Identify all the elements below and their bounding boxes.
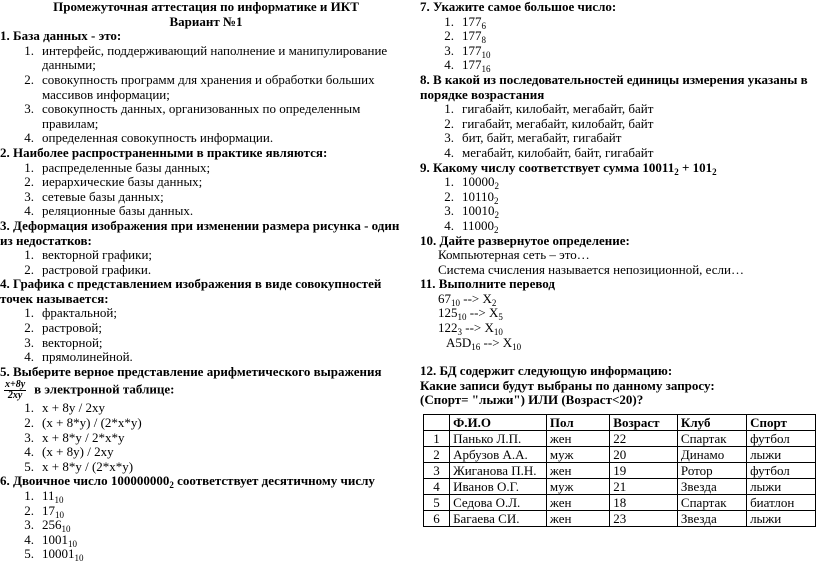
base-subscript: 10 <box>457 312 467 323</box>
base-subscript: 2 <box>494 210 499 221</box>
conversion-arrow: --> X <box>460 290 492 306</box>
table-cell: жен <box>546 495 609 511</box>
base-subscript: 16 <box>471 341 481 352</box>
table-cell: 5 <box>424 495 450 511</box>
table-cell: футбол <box>747 431 816 447</box>
table-cell: 18 <box>610 495 678 511</box>
option-number: 4. <box>24 444 34 460</box>
table-cell: Спартак <box>677 495 746 511</box>
option-text <box>42 504 400 519</box>
option-text <box>42 547 400 562</box>
conversion-item <box>420 321 816 336</box>
option-text: совокупность данных, организованных по определенным правилам; <box>42 101 361 131</box>
question-5 <box>0 365 400 475</box>
table-cell: Иванов О.Г. <box>450 479 547 495</box>
number-value: 10010 <box>462 203 495 219</box>
definition-line: Система счисления называется непозиционной, если… <box>438 261 744 277</box>
question-8 <box>420 73 816 161</box>
table-row <box>424 447 816 463</box>
column-header: Возраст <box>610 415 678 431</box>
number-value: 10110 <box>462 188 495 204</box>
base-subscript: 5 <box>498 312 503 323</box>
option-number: 2. <box>444 188 454 204</box>
table-cell: лыжи <box>747 447 816 463</box>
table-cell: 2 <box>424 447 450 463</box>
option-item <box>0 350 400 365</box>
option-list <box>0 248 400 277</box>
option-item <box>420 146 816 161</box>
base-subscript: 6 <box>481 20 486 31</box>
option-item <box>420 175 816 190</box>
number-value: 10001 <box>42 546 75 562</box>
table-cell: Багаева СИ. <box>450 511 547 527</box>
question-title: 12. БД содержит следующую информацию: <box>420 363 673 379</box>
option-number: 1. <box>24 247 34 263</box>
table-cell: Арбузов А.А. <box>450 447 547 463</box>
option-item <box>0 161 400 176</box>
table-cell: Панько Л.П. <box>450 431 547 447</box>
option-item <box>420 219 816 234</box>
option-item <box>420 15 816 30</box>
table-cell: муж <box>546 479 609 495</box>
number-value: 177 <box>462 42 482 58</box>
table-cell: муж <box>546 447 609 463</box>
option-item <box>0 73 400 102</box>
option-item <box>420 44 816 59</box>
option-number: 2. <box>24 174 34 190</box>
base-subscript: 10 <box>68 538 77 549</box>
option-text: (x + 8*y) / (2*x*y) <box>42 415 142 431</box>
option-item <box>0 445 400 460</box>
question-title <box>420 161 816 176</box>
option-text: векторной; <box>42 334 103 350</box>
table-cell: 23 <box>610 511 678 527</box>
base-subscript: 10 <box>54 495 64 505</box>
option-number: 3. <box>24 517 34 533</box>
option-item <box>0 533 400 548</box>
table-cell: биатлон <box>747 495 816 511</box>
option-text <box>462 29 816 44</box>
source-number: 67 <box>438 290 451 306</box>
table-cell: Звезда <box>677 479 746 495</box>
option-text <box>462 15 816 30</box>
fraction-numerator: x+8y <box>5 379 26 391</box>
number-value: 17 <box>42 502 55 518</box>
table-cell: Динамо <box>677 447 746 463</box>
option-text: распределенные базы данных; <box>42 159 211 175</box>
base-subscript: 2 <box>491 297 497 308</box>
option-text <box>42 533 400 548</box>
option-text: x + 8y / 2xy <box>42 400 105 416</box>
option-text: x + 8*y / 2*x*y <box>42 429 125 445</box>
base-subscript: 10 <box>493 327 503 338</box>
table-cell: лыжи <box>747 511 816 527</box>
option-text: иерархические базы данных; <box>42 174 203 190</box>
option-text <box>462 58 816 73</box>
column-header <box>424 415 450 431</box>
conversion-arrow: --> X <box>466 305 499 321</box>
base-subscript: 2 <box>494 224 499 235</box>
option-list <box>420 15 816 73</box>
question-title-continued <box>0 380 400 401</box>
question-2 <box>0 146 400 219</box>
table-cell: 3 <box>424 463 450 479</box>
table-cell: футбол <box>747 463 816 479</box>
question-11 <box>420 277 816 350</box>
option-text <box>42 518 400 533</box>
base-subscript: 2 <box>674 166 679 177</box>
option-list <box>0 401 400 474</box>
option-number: 1. <box>24 159 34 175</box>
number-value: 11000 <box>462 217 495 233</box>
option-text <box>462 219 816 234</box>
question-12 <box>420 364 816 527</box>
option-item <box>0 248 400 263</box>
option-number: 1. <box>444 101 454 117</box>
option-text: совокупность программ для хранения и обработки больших массивов информации; <box>42 71 375 102</box>
table-cell: Ротор <box>677 463 746 479</box>
question-3 <box>0 219 400 277</box>
option-text: бит, байт, мегабайт, гигабайт <box>462 130 622 146</box>
option-number: 1. <box>24 305 34 321</box>
option-item <box>420 190 816 205</box>
question-line: Какие записи будут выбраны по данному запросу: <box>420 377 715 393</box>
question-title: 5. Выберите верное представление арифметического выражения <box>0 363 382 379</box>
fraction-expression <box>4 380 26 401</box>
question-title-mid: + 101 <box>678 159 713 175</box>
option-item <box>420 58 816 73</box>
option-item <box>0 175 400 190</box>
option-item <box>420 117 816 132</box>
conversion-arrow: --> X <box>462 320 494 336</box>
table-row <box>424 431 816 447</box>
option-number: 1. <box>444 174 454 190</box>
number-value: 10000 <box>462 174 495 190</box>
page-title: Промежуточная аттестация по информатике и ИКТ <box>53 0 359 14</box>
option-item <box>0 190 400 205</box>
option-text: реляционные базы данных. <box>42 203 194 219</box>
option-number: 1. <box>24 42 34 58</box>
question-title: 10. Дайте развернутое определение: <box>420 232 630 248</box>
option-number: 3. <box>444 203 454 219</box>
option-number: 2. <box>444 115 454 131</box>
option-text: растровой графики. <box>42 261 152 277</box>
column-header: Пол <box>546 415 609 431</box>
base-subscript: 3 <box>457 327 462 338</box>
table-cell: Звезда <box>677 511 746 527</box>
number-value: 11 <box>42 488 55 503</box>
option-number: 2. <box>24 415 34 431</box>
source-number: A5D <box>446 334 472 350</box>
question-10 <box>420 234 816 278</box>
number-value: 177 <box>462 57 482 73</box>
base-subscript: 10 <box>74 553 84 563</box>
option-text: гигабайт, мегабайт, килобайт, байт <box>462 115 654 131</box>
question-title: 3. Деформация изображения при изменении размера рисунка - один из недостатков: <box>0 217 400 248</box>
column-header: Ф.И.О <box>450 415 547 431</box>
option-item <box>0 131 400 146</box>
option-list <box>420 102 816 160</box>
option-text: прямолинейной. <box>42 349 133 365</box>
option-item <box>0 547 400 562</box>
option-item <box>0 518 400 533</box>
table-cell: 4 <box>424 479 450 495</box>
option-list <box>0 489 400 562</box>
base-subscript: 16 <box>481 64 491 75</box>
question-title: 7. Укажите самое большое число: <box>420 0 617 14</box>
option-item <box>420 29 816 44</box>
definition-line: Компьютерная сеть – это… <box>438 247 590 263</box>
table-header-row <box>424 415 816 431</box>
option-number: 4. <box>444 217 454 233</box>
table-row <box>424 463 816 479</box>
option-number: 5. <box>24 458 34 474</box>
option-item <box>420 102 816 117</box>
column-header: Клуб <box>677 415 746 431</box>
table-cell: жен <box>546 463 609 479</box>
option-item <box>420 131 816 146</box>
option-number: 5. <box>24 546 34 562</box>
option-number: 2. <box>24 320 34 336</box>
conversion-item <box>420 306 816 321</box>
option-number: 3. <box>24 101 34 117</box>
conversion-item <box>420 336 816 351</box>
option-item <box>0 102 400 131</box>
option-number: 4. <box>444 57 454 73</box>
table-cell: лыжи <box>747 479 816 495</box>
option-item <box>0 416 400 431</box>
option-text: мегабайт, килобайт, байт, гигабайт <box>462 144 654 160</box>
option-list <box>0 306 400 364</box>
left-column <box>0 0 400 562</box>
option-text <box>462 204 816 219</box>
option-item <box>0 489 400 504</box>
option-number: 3. <box>24 188 34 204</box>
number-value: 177 <box>462 13 482 29</box>
option-number: 4. <box>24 531 34 547</box>
option-text: x + 8*y / (2*x*y) <box>42 458 134 474</box>
base-subscript: 10 <box>481 49 491 60</box>
option-list <box>0 44 400 146</box>
option-text <box>462 190 816 205</box>
option-number: 2. <box>24 261 34 277</box>
base-subscript: 10 <box>55 509 64 520</box>
option-text: сетевые базы данных; <box>42 188 164 204</box>
option-number: 4. <box>444 144 454 160</box>
option-list <box>420 175 816 233</box>
question-title: 11. Выполните перевод <box>420 276 555 292</box>
number-value: 1001 <box>42 531 68 547</box>
option-number: 2. <box>24 71 34 87</box>
question-title-end: соответствует десятичному числу <box>173 473 375 489</box>
base-subscript: 10 <box>512 341 522 352</box>
option-text <box>42 489 400 504</box>
option-item <box>0 504 400 519</box>
column-header: Спорт <box>747 415 816 431</box>
table-row <box>424 511 816 527</box>
question-9 <box>420 161 816 234</box>
option-text: определенная совокупность информации. <box>42 130 274 146</box>
table-cell: 6 <box>424 511 450 527</box>
question-title: 1. База данных - это: <box>0 28 122 44</box>
question-title <box>0 474 400 489</box>
option-item <box>420 204 816 219</box>
base-subscript: 2 <box>494 195 499 206</box>
number-value: 256 <box>42 517 62 533</box>
fraction-denominator: 2xy <box>7 390 23 402</box>
base-subscript: 10 <box>451 297 460 308</box>
question-title-text: 6. Двоичное число 100000000 <box>0 473 170 489</box>
question-7 <box>420 0 816 73</box>
option-item <box>0 401 400 416</box>
table-cell: 19 <box>610 463 678 479</box>
table-cell: 21 <box>610 479 678 495</box>
option-item <box>0 44 400 73</box>
base-subscript: 8 <box>481 35 486 46</box>
source-number: 125 <box>438 305 458 321</box>
base-subscript: 2 <box>712 166 717 177</box>
question-title: 8. В какой из последовательностей единицы измерения указаны в порядке возрастания <box>420 71 808 102</box>
option-item <box>0 431 400 446</box>
table-cell: жен <box>546 431 609 447</box>
option-item <box>0 204 400 219</box>
option-text: интерфейс, поддерживающий наполнение и манипулирование данными; <box>42 42 388 73</box>
database-table <box>423 414 816 527</box>
option-number: 1. <box>24 488 34 503</box>
option-number: 4. <box>24 349 34 365</box>
table-cell: 1 <box>424 431 450 447</box>
question-1 <box>0 29 400 146</box>
option-item <box>0 263 400 278</box>
option-text: фрактальной; <box>42 305 118 321</box>
option-item <box>0 460 400 475</box>
question-title-text: 9. Какому числу соответствует сумма 10011 <box>420 159 675 175</box>
conversion-arrow: --> X <box>480 334 513 350</box>
option-number: 1. <box>24 400 34 416</box>
base-subscript: 2 <box>169 480 174 491</box>
table-row <box>424 479 816 495</box>
option-number: 3. <box>444 42 454 58</box>
option-text: векторной графики; <box>42 247 153 263</box>
variant-label: Вариант №1 <box>169 13 243 29</box>
conversion-list <box>420 292 816 350</box>
question-line: (Спорт= "лыжи") ИЛИ (Возраст<20)? <box>420 392 644 408</box>
option-list <box>0 161 400 219</box>
base-subscript: 10 <box>61 524 71 535</box>
question-6 <box>0 474 400 562</box>
right-column <box>420 0 816 527</box>
option-number: 3. <box>444 130 454 146</box>
option-text: (x + 8y) / 2xy <box>42 444 114 460</box>
table-cell: Спартак <box>677 431 746 447</box>
base-subscript: 2 <box>494 181 499 192</box>
table-row <box>424 495 816 511</box>
option-text: гигабайт, килобайт, мегабайт, байт <box>462 101 654 117</box>
option-text <box>462 175 816 190</box>
number-value: 177 <box>462 28 482 44</box>
question-title: 4. Графика с представлением изображения в виде совокупностей точек называется: <box>0 276 382 306</box>
question-title: 2. Наиболее распространенными в практике являются: <box>0 144 328 160</box>
option-number: 2. <box>24 502 34 518</box>
option-number: 3. <box>24 429 34 445</box>
table-body <box>424 431 816 527</box>
option-number: 4. <box>24 203 34 219</box>
option-number: 4. <box>24 130 34 146</box>
table-cell: жен <box>546 511 609 527</box>
option-item <box>0 321 400 336</box>
option-number: 3. <box>24 334 34 350</box>
table-cell: 22 <box>610 431 678 447</box>
option-number: 1. <box>444 13 454 29</box>
option-text <box>462 44 816 59</box>
source-number: 122 <box>438 320 458 336</box>
option-number: 2. <box>444 28 454 44</box>
conversion-item <box>420 292 816 307</box>
option-text: растровой; <box>42 320 102 336</box>
table-cell: 20 <box>610 447 678 463</box>
option-item <box>0 336 400 351</box>
question-4 <box>0 277 400 365</box>
table-cell: Жиганова П.Н. <box>450 463 547 479</box>
option-item <box>0 306 400 321</box>
table-cell: Седова О.Л. <box>450 495 547 511</box>
question-title-end: в электронной таблице: <box>34 381 175 397</box>
